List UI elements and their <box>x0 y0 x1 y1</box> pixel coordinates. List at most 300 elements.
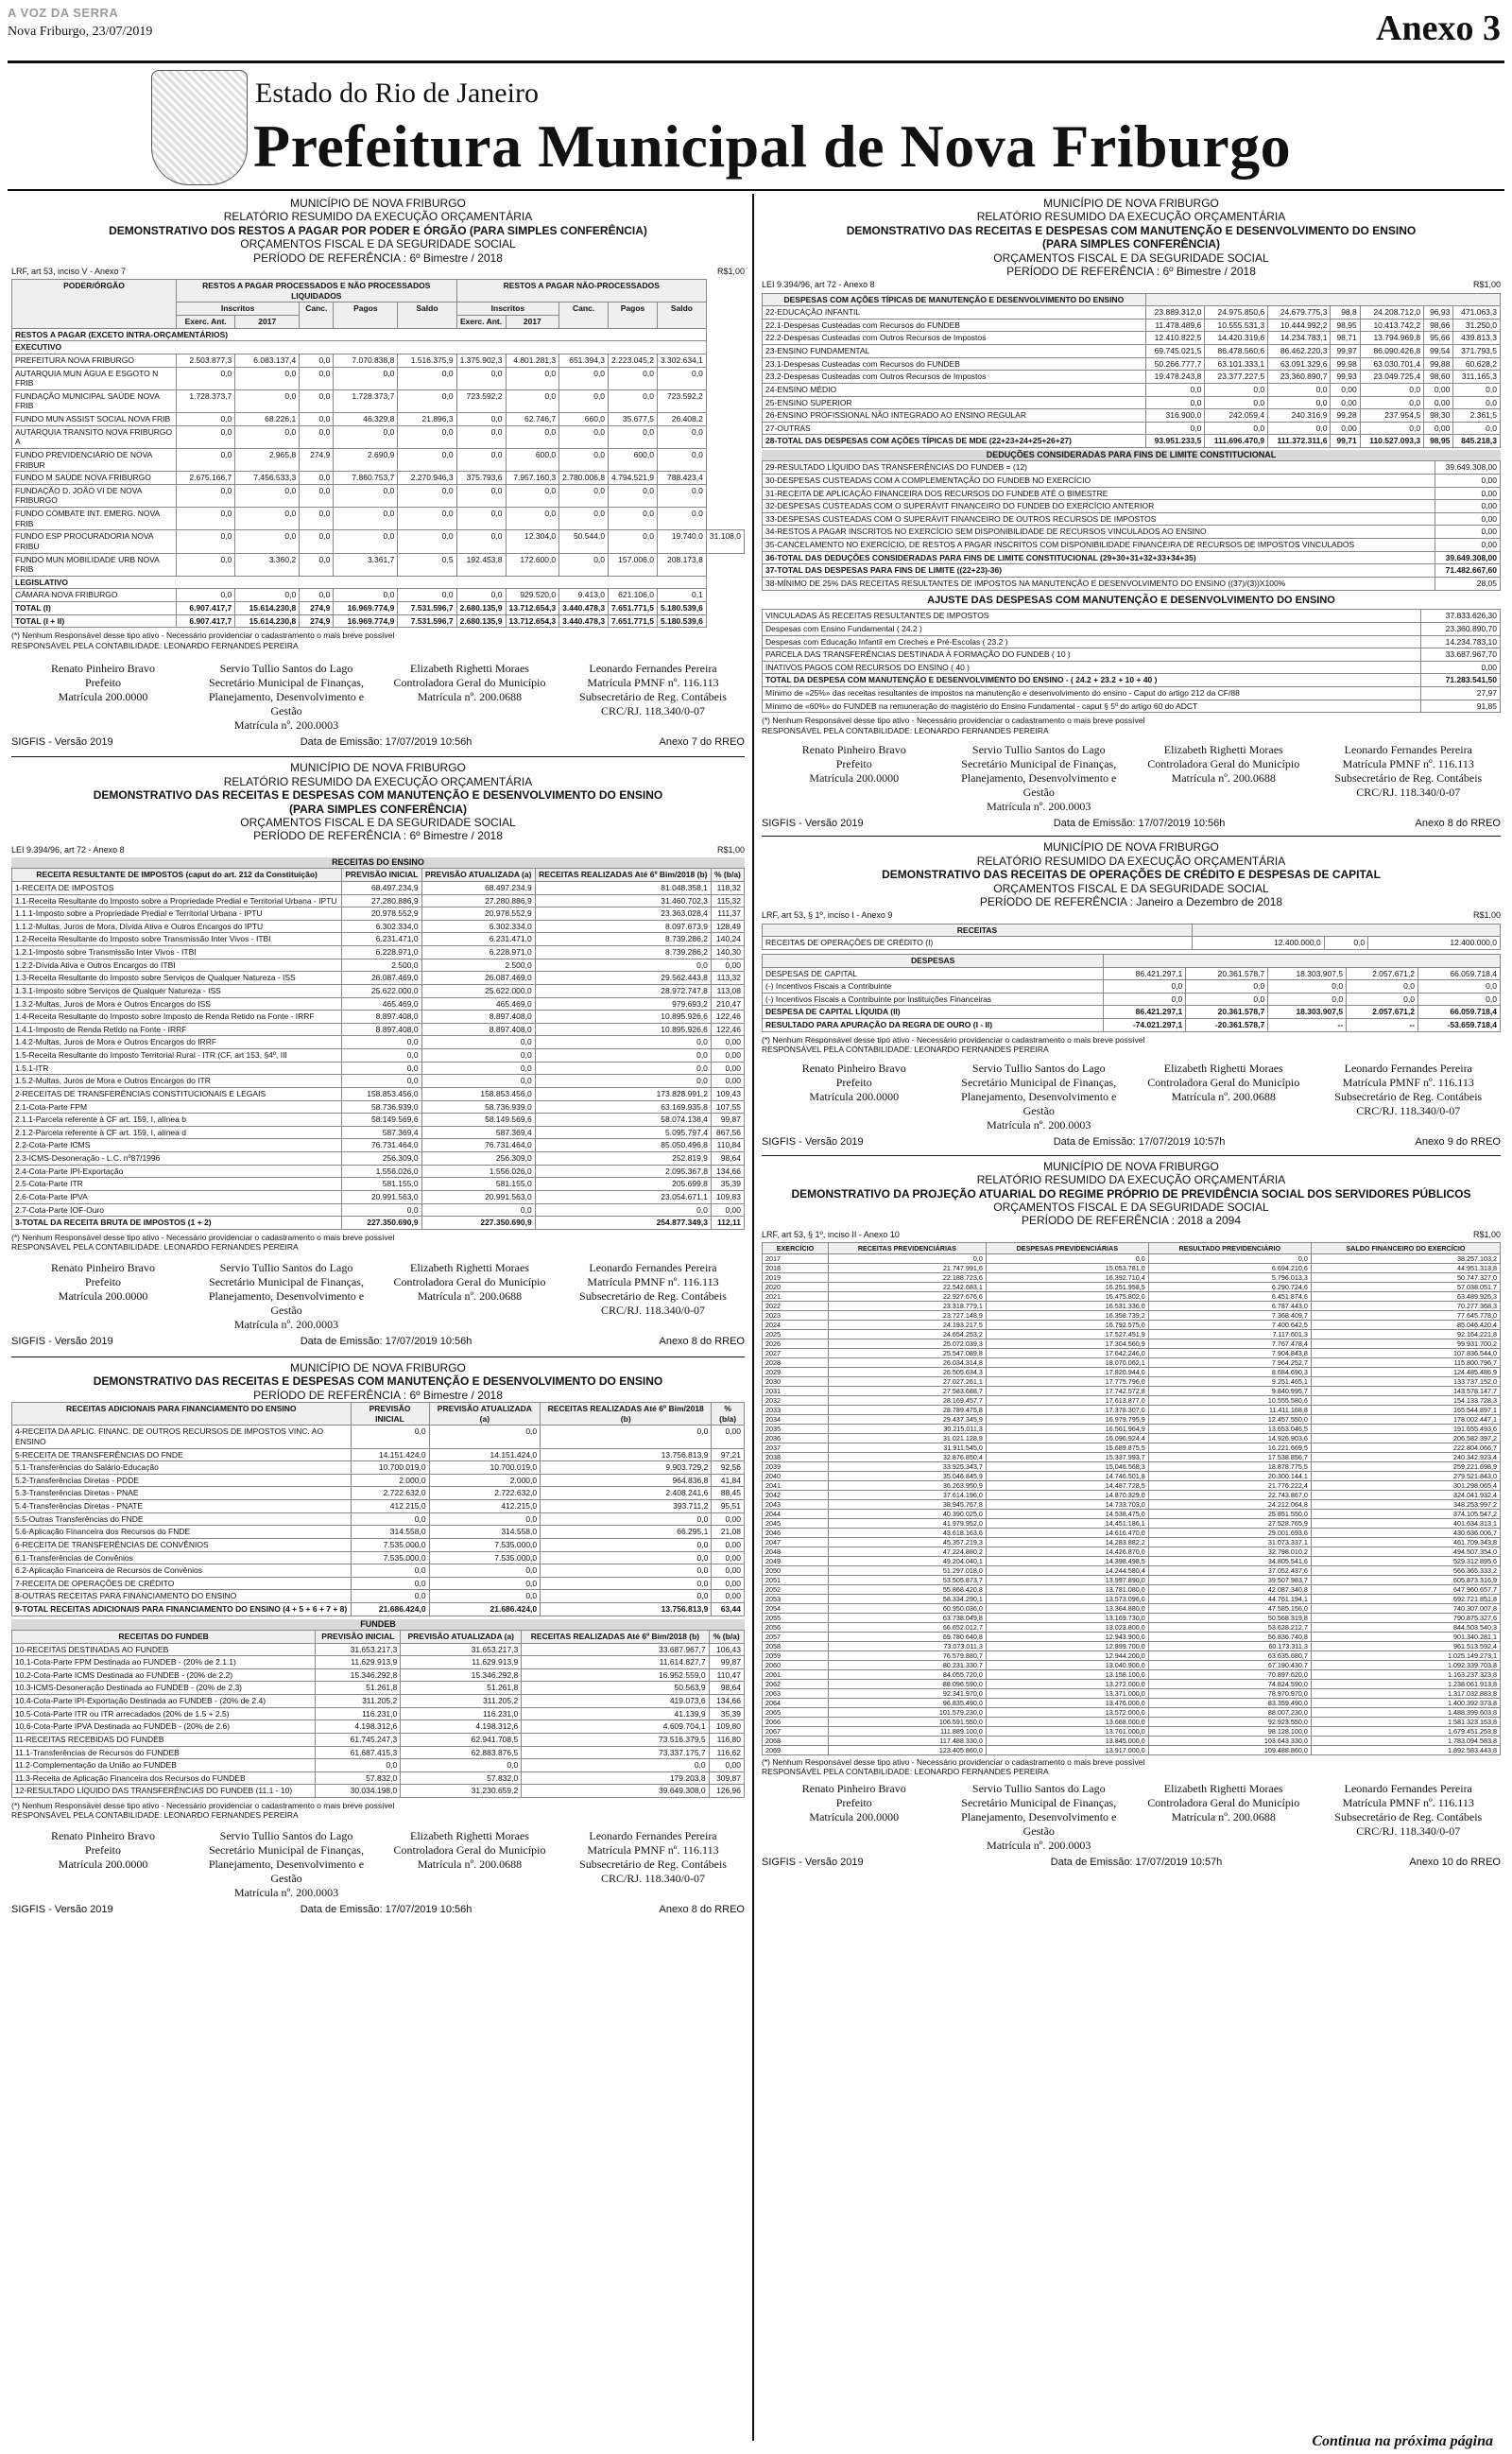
cell-value: 13.653.046,5 <box>1148 1425 1311 1434</box>
cell-value: 107,55 <box>711 1100 744 1114</box>
col-receita: RECEITAS ADICIONAIS PARA FINANCIAMENTO DO ENSINO <box>12 1403 352 1426</box>
cell-value: 0,0 <box>1360 383 1423 396</box>
cell-value: 0,0 <box>559 448 609 471</box>
cell-value: 60.628,2 <box>1453 357 1501 371</box>
cell-value: 7.535.000,0 <box>351 1538 429 1551</box>
cell-value: 85.050.496,8 <box>535 1139 711 1152</box>
emission-date: Data de Emissão: 17/07/2019 10:56h <box>300 1904 472 1916</box>
cell-value: 2.500,0 <box>421 959 535 972</box>
row-label: 2044 <box>763 1510 829 1519</box>
table-row <box>763 1339 1501 1349</box>
group-row <box>12 328 745 341</box>
cell-value: 0,0 <box>177 484 235 507</box>
row-label: 11-RECEITAS RECEBIDAS DO FUNDEB <box>12 1733 316 1746</box>
signature-line: Prefeito <box>835 756 872 770</box>
cell-value: 8.897.408,0 <box>421 1011 535 1024</box>
periodo-line: PERÍODO DE REFERÊNCIA : Janeiro a Dezembro de 2018 <box>979 895 1283 909</box>
signature-line: Servio Tullio Santos do Lago <box>219 1261 353 1275</box>
demonstrativo-title: DEMONSTRATIVO DOS RESTOS A PAGAR POR PODER E ÓRGÃO (PARA SIMPLES CONFERÊNCIA) <box>109 223 647 237</box>
table-row <box>763 577 1501 590</box>
table-row <box>12 1461 745 1475</box>
demonstrativo-title: DEMONSTRATIVO DAS RECEITAS DE OPERAÇÕES DE CRÉDITO E DESPESAS DE CAPITAL <box>882 868 1381 882</box>
orcamentos-line: ORÇAMENTOS FISCAL E DA SEGURIDADE SOCIAL <box>993 881 1269 895</box>
cell-value: 26.087.469,0 <box>342 972 421 985</box>
cell-value: 14.487.728,5 <box>986 1481 1148 1491</box>
orcamentos-line: ORÇAMENTOS FISCAL E DA SEGURIDADE SOCIAL <box>993 1200 1269 1214</box>
signature-line: Servio Tullio Santos do Lago <box>219 661 353 675</box>
cell-value: 22.743.867,0 <box>1148 1491 1311 1500</box>
cell-value: 2.500,0 <box>342 959 421 972</box>
cell-value: 723.592,2 <box>657 389 706 412</box>
cell-value: 63.101.333,1 <box>1205 357 1268 371</box>
cell-value: 6.302.334,0 <box>342 920 421 933</box>
cell-value: 158.853.456,0 <box>342 1087 421 1100</box>
cell-value: 0,0 <box>398 589 456 602</box>
cell-value: 44.951.313,8 <box>1311 1264 1500 1273</box>
row-label: AUTARQUIA TRANSITO NOVA FRIBURGO A <box>12 425 177 448</box>
cell-value: 13.573.096,0 <box>986 1595 1148 1604</box>
cell-value: 179.203,8 <box>522 1771 709 1785</box>
cell-value: 205.699,8 <box>535 1178 711 1191</box>
cell-value: 143.578.147,7 <box>1311 1387 1500 1396</box>
cell-value: 133.737.152,0 <box>1311 1377 1500 1387</box>
cell-value: 587.369,4 <box>342 1126 421 1139</box>
cell-value: 0,0 <box>177 589 235 602</box>
cell-value: 10.413.742,2 <box>1360 319 1423 332</box>
cell-value: 9.840.995,7 <box>1148 1387 1311 1396</box>
cell-value: 20.991.563,0 <box>342 1190 421 1203</box>
cell-value: 37.052.437,6 <box>1148 1566 1311 1576</box>
city-crest-icon <box>151 70 248 185</box>
cell-value: 27,97 <box>1420 687 1500 700</box>
cell-value: 88.096.590,0 <box>828 1680 986 1689</box>
cell-value: 14.244.580,4 <box>986 1566 1148 1576</box>
cell-value: 98,30 <box>1424 409 1453 423</box>
cell-value: 14.870.329,0 <box>986 1491 1148 1500</box>
row-label: 1.4.1-Imposto de Renda Retido na Fonte - IRRF <box>12 1023 342 1036</box>
row-label: 2023 <box>763 1311 829 1321</box>
cell-value: 98,66 <box>1424 319 1453 332</box>
cell-value: 117.488.330,0 <box>828 1737 986 1746</box>
signature-line: Controladora Geral do Município <box>393 1275 546 1289</box>
cell-value: 21.776.222,4 <box>1148 1481 1311 1491</box>
cell-value: 13.845.000,0 <box>986 1737 1148 1746</box>
cell-value: 31.021.128,9 <box>828 1434 986 1443</box>
table-row <box>12 946 745 959</box>
signature <box>1316 1782 1502 1853</box>
cell-value: 42.087.340,8 <box>1148 1585 1311 1595</box>
cell-value: 0,0 <box>535 1075 711 1088</box>
cell-value: 0,0 <box>541 1426 712 1448</box>
cell-value: 0,00 <box>712 1564 745 1578</box>
cell-value: 17.642.246,0 <box>986 1349 1148 1358</box>
row-label: 2054 <box>763 1604 829 1614</box>
cell-value: 77.645.778,0 <box>1311 1311 1500 1321</box>
cell-value: 1.783.094.583,8 <box>1311 1737 1500 1746</box>
despesas-capital-table <box>762 954 1501 1032</box>
row-label: DESPESAS DE CAPITAL <box>763 967 1104 980</box>
cell-value: 23.360.890,7 <box>1268 371 1331 384</box>
signature-line: Matrícula 200.0000 <box>58 689 148 703</box>
cell-value: 32.876.850,4 <box>828 1453 986 1462</box>
cell-value: 0,0 <box>1148 1254 1311 1264</box>
table-row <box>12 1114 745 1127</box>
cell-value: 0,0 <box>1205 383 1268 396</box>
cell-value: 70.897.620,0 <box>1148 1670 1311 1680</box>
row-label: RESULTADO PARA APURAÇÃO DA REGRA DE OURO (I - II) <box>763 1019 1104 1032</box>
municipio-line: MUNICÍPIO DE NOVA FRIBURGO <box>290 761 466 775</box>
right-column <box>762 197 1501 1870</box>
cell-value: 2.680.135,9 <box>456 614 506 628</box>
cell-value: 0,0 <box>1268 383 1331 396</box>
cell-value: 3.302.634,1 <box>657 354 706 367</box>
cell-value: 6.302.334,0 <box>421 920 535 933</box>
row-label: 2026 <box>763 1339 829 1349</box>
cell-value: 23.377.227,5 <box>1205 371 1268 384</box>
newspaper-name: A VOZ DA SERRA <box>8 6 119 20</box>
signature-line: Leonardo Fernandes Pereira <box>589 1829 717 1843</box>
cell-value: 17.527.451,9 <box>986 1330 1148 1339</box>
row-label: 3-TOTAL DA RECEITA BRUTA DE IMPOSTOS (1 + 2) <box>12 1217 342 1230</box>
row-label: 2028 <box>763 1358 829 1368</box>
cell-value: 106,43 <box>709 1643 744 1656</box>
cell-value: 128,49 <box>711 920 744 933</box>
col-despesas: DESPESAS <box>763 954 1104 967</box>
cell-value: 0,00 <box>711 1203 744 1217</box>
row-label: Despesas com Ensino Fundamental ( 24.2 ) <box>763 622 1421 635</box>
cell-value: 0,1 <box>657 589 706 602</box>
cell-value: 116.231,0 <box>316 1707 401 1720</box>
group-row <box>12 341 745 354</box>
cell-value: 110.527.093,3 <box>1360 435 1423 448</box>
cell-value: 41.139,9 <box>522 1707 709 1720</box>
cell-value: 16.792.575,0 <box>986 1321 1148 1330</box>
row-label: 5.6-Aplicação Financeira dos Recursos do FNDE <box>12 1526 352 1539</box>
cell-value: 115.800.796,7 <box>1311 1358 1500 1368</box>
cell-value: 0,00 <box>712 1590 745 1603</box>
cell-value: 314.558,0 <box>429 1526 541 1539</box>
cell-value: 46.329,8 <box>334 413 398 426</box>
cell-value: 110,47 <box>709 1668 744 1682</box>
row-label: 2024 <box>763 1321 829 1330</box>
cell-value: 0,00 <box>1435 500 1500 513</box>
cell-value: 17.820.944,0 <box>986 1368 1148 1377</box>
col-poder: PODER/ÓRGÃO <box>12 280 177 329</box>
cell-value: 647.960.657,7 <box>1311 1585 1500 1595</box>
row-label: 2050 <box>763 1566 829 1576</box>
group-label: EXECUTIVO <box>12 341 707 354</box>
cell-value: 99,54 <box>1424 345 1453 358</box>
signature-line: Prefeito <box>85 1275 121 1289</box>
cell-value: 8.684.690,3 <box>1148 1368 1311 1377</box>
cell-value: 33.925.343,7 <box>828 1462 986 1472</box>
table-row <box>763 487 1501 500</box>
cell-value: 845.218,3 <box>1453 435 1501 448</box>
emission-date: Data de Emissão: 17/07/2019 10:57h <box>1053 1136 1226 1149</box>
cell-value: 16.221.669,5 <box>1148 1443 1311 1453</box>
cell-value: 20.978.552,9 <box>421 907 535 921</box>
cell-value: 6.451.874,6 <box>1148 1292 1311 1302</box>
cell-value: 13.917.000,0 <box>986 1746 1148 1755</box>
cell-value: 0,0 <box>421 1036 535 1049</box>
cell-value: 0,0 <box>456 413 506 426</box>
cell-value: 0,00 <box>1331 396 1360 409</box>
table-row <box>763 661 1501 674</box>
table-row <box>12 1190 745 1203</box>
row-label: 2031 <box>763 1387 829 1396</box>
row-label: FUNDO MUN ASSIST SOCIAL NOVA FRIB <box>12 413 177 426</box>
col-prev-inicial: PREVISÃO INICIAL <box>342 869 421 882</box>
cell-value: 0,0 <box>300 367 334 389</box>
signature-line: Secretário Municipal de Finanças, <box>961 756 1117 770</box>
cell-value: 140,24 <box>711 933 744 946</box>
cell-value: 0,0 <box>177 425 235 448</box>
row-label: 2063 <box>763 1689 829 1699</box>
row-label: 2061 <box>763 1670 829 1680</box>
row-label: 2048 <box>763 1547 829 1557</box>
cell-value: 111.696.470,9 <box>1205 435 1268 448</box>
municipio-line: MUNICÍPIO DE NOVA FRIBURGO <box>1043 197 1219 210</box>
cell-value: 0,0 <box>657 448 706 471</box>
row-label: 2037 <box>763 1443 829 1453</box>
cell-value: 8.739.286,2 <box>535 946 711 959</box>
cell-value: 274,9 <box>300 448 334 471</box>
cell-value: 0,0 <box>429 1426 541 1448</box>
row-label: 25-ENSINO SUPERIOR <box>763 396 1146 409</box>
signature-line: Renato Pinheiro Bravo <box>51 1829 155 1843</box>
table-row <box>763 1434 1501 1443</box>
row-label: (-) Incentivos Fiscais a Contribuinte por Instituições Financeiras <box>763 993 1104 1006</box>
cell-value: 0,0 <box>235 484 300 507</box>
relatorio-line: RELATÓRIO RESUMIDO DA EXECUÇÃO ORÇAMENTÁRIA <box>976 210 1286 224</box>
row-label: 2057 <box>763 1633 829 1642</box>
row-label: 2018 <box>763 1264 829 1273</box>
table-row <box>12 1474 745 1487</box>
cell-value: 26.505.634,3 <box>828 1368 986 1377</box>
cell-value: 13.272.000,0 <box>986 1680 1148 1689</box>
cell-value: 14.420.319,6 <box>1205 332 1268 345</box>
cell-value: 692.721.851,8 <box>1311 1595 1500 1604</box>
row-label: 32-DESPESAS CUSTEADAS COM O SUPERÁVIT FINANCEIRO DO FUNDEB DO EXERCÍCIO ANTERIOR <box>763 500 1435 513</box>
table-row <box>12 413 745 426</box>
row-label: 2058 <box>763 1642 829 1651</box>
cell-value: 61.745.247,3 <box>316 1733 401 1746</box>
anexo-ref: Anexo 9 do RREO <box>1415 1136 1501 1149</box>
cell-value: 18.878.775,5 <box>1148 1462 1311 1472</box>
cell-value: 0,0 <box>1324 937 1367 950</box>
table-row <box>763 1321 1501 1330</box>
cell-value: 23.360.890,70 <box>1420 622 1500 635</box>
cell-value: 10.895.926,6 <box>535 1023 711 1036</box>
table-row <box>763 1529 1501 1538</box>
cell-value: 99.931.700,2 <box>1311 1339 1500 1349</box>
fundeb-bar: FUNDEB <box>11 1619 745 1630</box>
cell-value: 98,8 <box>1331 306 1360 320</box>
signature-line: Matrícula nº. 200.0003 <box>233 1886 339 1900</box>
signature-line: Matrícula nº. 200.0688 <box>417 689 523 703</box>
table-row <box>12 1771 745 1785</box>
cell-value: 7.400.642,5 <box>1148 1321 1311 1330</box>
cell-value: 2.503.877,3 <box>177 354 235 367</box>
cell-value: 2.000,0 <box>429 1474 541 1487</box>
cell-value: 16.251.958,5 <box>986 1283 1148 1292</box>
row-label: 1.3-Receita Resultante do Imposto sobre Serviços de Qualquer Natureza - ISS <box>12 972 342 985</box>
row-label: 22.2-Despesas Custeadas com Outros Recursos de Impostos <box>763 332 1146 345</box>
cell-value: 37.614.196,0 <box>828 1491 986 1500</box>
cell-value: 27.280.886,9 <box>421 894 535 907</box>
cell-value: 0,0 <box>559 553 609 576</box>
table-row <box>12 1746 745 1759</box>
cell-value: 25.547.089,8 <box>828 1349 986 1358</box>
signature-line: Elizabeth Righetti Moraes <box>410 1829 529 1843</box>
cell-value: 0,0 <box>398 448 456 471</box>
cell-value: 50.266.777,7 <box>1145 357 1205 371</box>
cell-value: 13.781.080,0 <box>986 1585 1148 1595</box>
table-row <box>12 1139 745 1152</box>
row-label: 2065 <box>763 1708 829 1718</box>
table-row <box>12 907 745 921</box>
responsavel-note: (*) Nenhum Responsável desse tipo ativo - Necessário providenciar o cadastramento o mais breve possível <box>11 1801 395 1811</box>
row-label: FUNDO M SAÚDE NOVA FRIBURGO <box>12 472 177 485</box>
cell-value: 51.297.018,0 <box>828 1566 986 1576</box>
table-row <box>763 1368 1501 1377</box>
lrf-ref: LRF, art 53, inciso V - Anexo 7 <box>11 266 127 276</box>
cell-value: 41,84 <box>712 1474 745 1487</box>
cell-value: 115,32 <box>711 894 744 907</box>
cell-value: 790.875.327,6 <box>1311 1614 1500 1623</box>
cell-value: 15.053.781,0 <box>986 1264 1148 1273</box>
cell-value: 0,00 <box>1435 539 1500 552</box>
deducoes-table <box>762 460 1501 590</box>
cell-value: 23.363.028,4 <box>535 907 711 921</box>
anexo-ref: Anexo 8 do RREO <box>1415 817 1501 829</box>
cell-value: 0,0 <box>1104 993 1186 1006</box>
cell-value: 0,0 <box>334 367 398 389</box>
cell-value: 419.073,6 <box>522 1695 709 1708</box>
cell-value: 12.899.700,0 <box>986 1642 1148 1651</box>
conferencia-line: (PARA SIMPLES CONFERÊNCIA) <box>288 802 467 816</box>
table-row <box>12 1785 745 1798</box>
cell-value: 23.727.148,9 <box>828 1311 986 1321</box>
cell-value: 15.614.230,8 <box>235 602 300 615</box>
signature-line: Renato Pinheiro Bravo <box>801 1782 906 1796</box>
contabilidade-note: RESPONSÁVEL PELA CONTABILIDADE: LEONARDO FERNANDES PEREIRA <box>11 640 299 650</box>
cell-value: 2.095.367,8 <box>535 1165 711 1178</box>
row-label: 2022 <box>763 1302 829 1311</box>
table-row <box>763 1292 1501 1302</box>
row-label: 1.2.2-Dívida Ativa e Outros Encargos do ITBI <box>12 959 342 972</box>
unit: R$1,00 <box>716 844 745 855</box>
table-row <box>12 1426 745 1448</box>
signature <box>11 1261 195 1332</box>
table-row <box>12 1049 745 1063</box>
signature-line: Renato Pinheiro Bravo <box>51 1261 155 1275</box>
row-label: VINCULADAS ÀS RECEITAS RESULTANTES DE IMPOSTOS <box>763 610 1421 623</box>
cell-value: 7.456.533,3 <box>235 472 300 485</box>
cell-value: 252.819,9 <box>535 1152 711 1166</box>
cell-value: 0,0 <box>1360 422 1423 435</box>
cell-value: 2.000,0 <box>351 1474 429 1487</box>
table-row <box>763 474 1501 487</box>
cell-value: 63.091.329,6 <box>1268 357 1331 371</box>
cell-value: 12.457.550,0 <box>1148 1415 1311 1425</box>
cell-value: 2.223.045,2 <box>609 354 658 367</box>
row-label: 2.2-Cota-Parte ICMS <box>12 1139 342 1152</box>
cell-value: 0,00 <box>1420 661 1500 674</box>
cell-value: 0,0 <box>506 508 559 530</box>
cell-value: 76.579.880,7 <box>828 1651 986 1661</box>
cell-value: 140,30 <box>711 946 744 959</box>
cell-value: 0,00 <box>1435 512 1500 526</box>
signature <box>378 1829 561 1900</box>
cell-value: 3.440.478,3 <box>559 614 609 628</box>
cell-value: 13.668.000,0 <box>986 1718 1148 1727</box>
row-label: 2067 <box>763 1727 829 1737</box>
row-label: FUNDAÇÃO D. JOÃO VI DE NOVA FRIBURGO <box>12 484 177 507</box>
cell-value: 58.736.939,0 <box>342 1100 421 1114</box>
cell-value: 191.655.493,6 <box>1311 1425 1500 1434</box>
signature-line: Leonardo Fernandes Pereira <box>589 1261 717 1275</box>
operacoes-credito-table <box>762 924 1501 950</box>
row-label: 12-RESULTADO LÍQUIDO DAS TRANSFERÊNCIAS DO FUNDEB (11.1 - 10) <box>12 1785 316 1798</box>
row-label: 1-RECEITA DE IMPOSTOS <box>12 881 342 894</box>
cell-value: 95,66 <box>1424 332 1453 345</box>
table-row <box>12 1178 745 1191</box>
cell-value: 0,0 <box>177 413 235 426</box>
cell-value: 430.636.006,7 <box>1311 1529 1500 1538</box>
cell-value: 88,45 <box>712 1487 745 1500</box>
table-row <box>763 409 1501 423</box>
cell-value: 2.722.632,0 <box>351 1487 429 1500</box>
signature-line: Elizabeth Righetti Moraes <box>1163 742 1283 756</box>
cell-value: 111.372.311,6 <box>1268 435 1331 448</box>
cell-value: 1.025.149.273,1 <box>1311 1651 1500 1661</box>
table-row <box>763 1406 1501 1415</box>
cell-value: 0,0 <box>1186 980 1268 994</box>
signature-line: Elizabeth Righetti Moraes <box>410 661 529 675</box>
cell-value: 37.833.626,30 <box>1420 610 1500 623</box>
cell-value: 0,0 <box>334 425 398 448</box>
cell-value: 22.542.683,1 <box>828 1283 986 1292</box>
signature <box>195 1829 378 1900</box>
cell-value: 0,0 <box>1360 396 1423 409</box>
signature-line: Controladora Geral do Município <box>1147 756 1300 770</box>
cell-value: 86.462.220,3 <box>1268 345 1331 358</box>
cell-value: 0,0 <box>334 508 398 530</box>
signature <box>947 1062 1132 1132</box>
cell-value: 0,0 <box>506 425 559 448</box>
cell-value: 7.904.843,8 <box>1148 1349 1311 1358</box>
periodo-line: PERÍODO DE REFERÊNCIA : 6º Bimestre / 2018 <box>253 251 503 265</box>
signature-line: Controladora Geral do Município <box>393 1843 546 1858</box>
table-row <box>12 1682 745 1695</box>
cell-value: 29.001.693,6 <box>1148 1529 1311 1538</box>
row-label: 1.1-Receita Resultante do Imposto sobre a Propriedade Predial e Territorial Urbana - IPTU <box>12 894 342 907</box>
row-label: 27-OUTRAS <box>763 422 1146 435</box>
signature-line: Servio Tullio Santos do Lago <box>971 1782 1106 1796</box>
cell-value: 0,0 <box>609 530 658 553</box>
sigfis-version: SIGFIS - Versão 2019 <box>11 735 113 748</box>
row-label: 2017 <box>763 1254 829 1264</box>
cell-value: 240.342.923,4 <box>1311 1453 1500 1462</box>
cell-value: 237.954,5 <box>1360 409 1423 423</box>
table-row <box>12 1668 745 1682</box>
cell-value: 31.653.217,3 <box>401 1643 522 1656</box>
demonstrativo-title: DEMONSTRATIVO DA PROJEÇÃO ATUARIAL DO REGIME PRÓPRIO DE PREVIDÊNCIA SOCIAL DOS SERVIDORES PÚBLICOS <box>791 1186 1471 1201</box>
cell-value: 98,64 <box>709 1682 744 1695</box>
signature-line: Subsecretário de Reg. Contábeis <box>579 689 727 703</box>
row-label: 2038 <box>763 1453 829 1462</box>
